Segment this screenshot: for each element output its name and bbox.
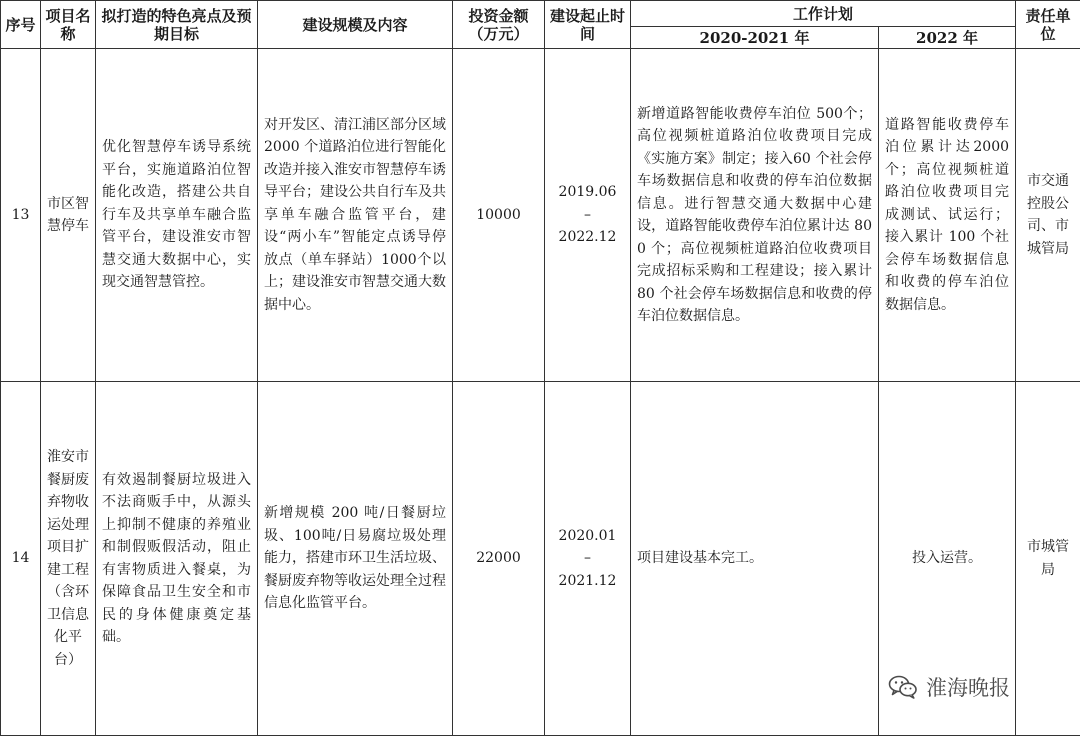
header-row [1,1,1080,27]
period-sep: – [551,204,624,227]
header-year-2022: 2022 年 [879,27,1016,49]
row-scope: 对开发区、清江浦区部分区域 2000 个道路泊位进行智能化改造并接入淮安市智慧停车诱导平台；建设公共自行车及共享单车融合监管平台，建设“两小车”智能定点诱导停放点（单车驿站）1000个以上；建设淮安市智慧交通大数据中心。 [258,49,453,382]
period-start: 2020.01 [551,525,624,548]
header-scope: 建设规模及内容 [258,1,453,49]
header-period: 建设起止时 间 [545,1,631,49]
period-end: 2022.12 [551,226,624,249]
row-investment: 10000 [453,49,545,382]
row-project-name: 市区智慧停车 [41,49,96,382]
row-period [545,382,631,736]
header-unit: 责任单位 [1016,1,1080,49]
period-end: 2021.12 [551,570,624,593]
row-scope: 新增规模 200 吨/日餐厨垃圾、100吨/日易腐垃圾处理能力，搭建市环卫生活垃圾、餐厨废弃物等收运处理全过程信息化监管平台。 [258,382,453,736]
header-highlights: 拟打造的特色亮点及预期目标 [96,1,258,49]
row-seq: 14 [1,382,41,736]
watermark [884,672,1014,702]
header-year-2020-2021: 2020-2021 年 [631,27,879,49]
row-investment: 22000 [453,382,545,736]
row-plan-2020-2021: 项目建设基本完工。 [631,382,879,736]
row-responsible-unit: 市交通控股公司、市城管局 [1016,49,1080,382]
period-start: 2019.06 [551,181,624,204]
row-plan-2022: 投入运营。 [879,382,1016,736]
row-plan-2022: 道路智能收费停车泊位累计达2000 个；高位视频桩道路泊位收费项目完成测试、试运行；接入累计 100 个社会停车场数据信息和收费的停车泊位数据信息。 [879,49,1016,382]
header-investment: 投资金额（万元） [453,1,545,49]
row-project-name: 淮安市餐厨废弃物收运处理项目扩建工程（含环卫信息化平台） [41,382,96,736]
row-plan-2020-2021: 新增道路智能收费停车泊位 500个；高位视频桩道路泊位收费项目完成《实施方案》制定；接入60 个社会停车场数据信息和收费的停车泊位数据信息。进行智慧交通大数据中心建设，道路智能收费停车泊位累计达 800 个；高位视频桩道路泊位收费项目完成招标采购和工程建设；接入累计 80 个社会停车场数据信息和收费的停车泊位数据信息。 [631,49,879,382]
header-work-plan: 工作计划 [631,1,1016,27]
period-sep: – [551,547,624,570]
watermark-text: 淮海晚报 [926,672,1010,702]
row-seq: 13 [1,49,41,382]
header-name: 项目名称 [41,1,96,49]
table-row [1,49,1080,382]
row-highlights: 优化智慧停车诱导系统平台，实施道路泊位智能化改造，搭建公共自行车及共享单车融合监管平台，建设淮安市智慧交通大数据中心，实现交通智慧管控。 [96,49,258,382]
header-seq: 序号 [1,1,41,49]
row-period [545,49,631,382]
wechat-icon [888,674,918,700]
row-highlights: 有效遏制餐厨垃圾进入不法商贩手中，从源头上抑制不健康的养殖业和制假贩假活动，阻止有害物质进入餐桌，为保障食品卫生安全和市民的身体健康奠定基础。 [96,382,258,736]
row-responsible-unit: 市城管局 [1016,382,1080,736]
